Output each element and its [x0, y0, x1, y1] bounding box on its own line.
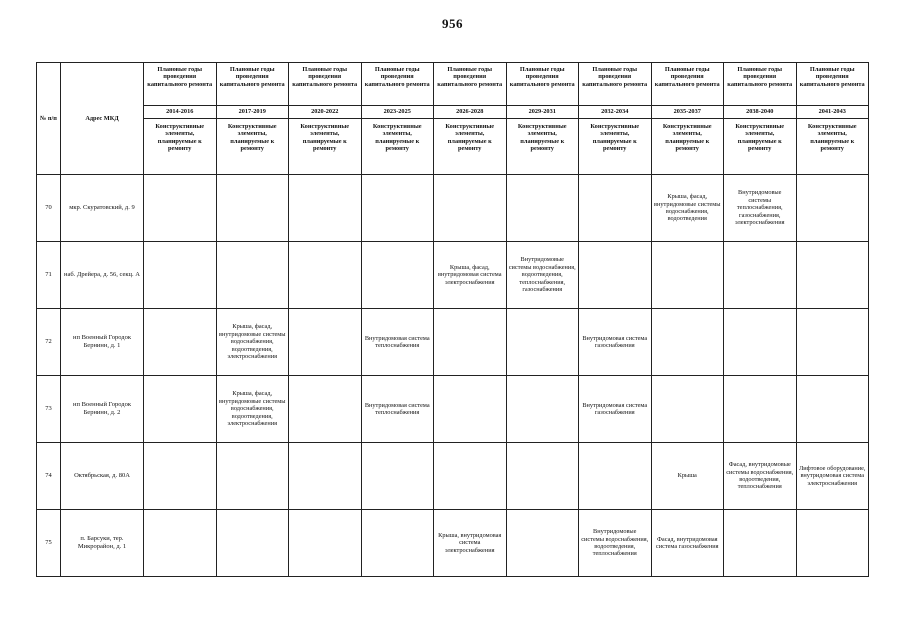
table-row [37, 510, 869, 577]
repair-cell [144, 443, 217, 510]
period-header: Плановые годы проведения капитального ремонта [796, 63, 869, 106]
repair-cell [361, 242, 434, 309]
repair-cell [216, 443, 289, 510]
repair-cell [361, 443, 434, 510]
repair-cell: Крыша, фасад, внутридомовые системы водоснабжения, водоотведения, электроснабжения [216, 376, 289, 443]
repair-cell [289, 175, 362, 242]
capital-repair-schedule-table [36, 62, 869, 577]
repair-cell [506, 309, 579, 376]
repair-cell [434, 175, 507, 242]
period-years: 2020-2022 [289, 106, 362, 119]
repair-cell [289, 443, 362, 510]
address-cell: мкр. Скуратовский, д. 9 [61, 175, 144, 242]
period-years: 2038-2040 [724, 106, 797, 119]
repair-cell: Внутридомовая система теплоснабжения [361, 376, 434, 443]
repair-cell [506, 376, 579, 443]
repair-cell [796, 242, 869, 309]
repair-cell [144, 510, 217, 577]
repair-cell [579, 443, 652, 510]
repair-cell [216, 242, 289, 309]
repair-cell [144, 309, 217, 376]
page-number: 956 [442, 16, 463, 31]
repair-cell: Внутридомовые системы водоснабжения, водоотведения, теплоснабжения [579, 510, 652, 577]
repair-cell: Внутридомовые системы теплоснабжения, газоснабжения, электроснабжения [724, 175, 797, 242]
repair-cell [144, 175, 217, 242]
row-number: 73 [37, 376, 61, 443]
repair-cell: Крыша, внутридомовая система электроснабжения [434, 510, 507, 577]
elements-header: Конструктивные элементы, планируемые к ремонту [216, 119, 289, 175]
period-header: Плановые годы проведения капитального ремонта [724, 63, 797, 106]
repair-cell [289, 510, 362, 577]
repair-cell: Внутридомовая система газоснабжения [579, 376, 652, 443]
table-row [37, 242, 869, 309]
repair-cell [144, 242, 217, 309]
table-row [37, 376, 869, 443]
repair-cell [144, 376, 217, 443]
period-header: Плановые годы проведения капитального ремонта [579, 63, 652, 106]
address-cell: Октябрьская, д. 80А [61, 443, 144, 510]
elements-header: Конструктивные элементы, планируемые к ремонту [579, 119, 652, 175]
row-number-header: № п/п [37, 63, 61, 175]
repair-cell [651, 242, 724, 309]
address-header: Адрес МКД [61, 63, 144, 175]
repair-cell [796, 510, 869, 577]
repair-cell [434, 309, 507, 376]
elements-header: Конструктивные элементы, планируемые к ремонту [506, 119, 579, 175]
repair-cell [579, 242, 652, 309]
elements-header: Конструктивные элементы, планируемые к ремонту [144, 119, 217, 175]
elements-header: Конструктивные элементы, планируемые к ремонту [434, 119, 507, 175]
elements-header: Конструктивные элементы, планируемые к ремонту [361, 119, 434, 175]
period-years: 2026-2028 [434, 106, 507, 119]
repair-cell [289, 376, 362, 443]
repair-cell [724, 242, 797, 309]
table-row [37, 175, 869, 242]
repair-cell: Фасад, внутридомовая система газоснабжения [651, 510, 724, 577]
repair-cell [724, 376, 797, 443]
row-number: 70 [37, 175, 61, 242]
period-years: 2041-2043 [796, 106, 869, 119]
elements-header: Конструктивные элементы, планируемые к ремонту [796, 119, 869, 175]
period-header: Плановые годы проведения капитального ремонта [289, 63, 362, 106]
period-years: 2029-2031 [506, 106, 579, 119]
period-header: Плановые годы проведения капитального ремонта [144, 63, 217, 106]
table-row [37, 309, 869, 376]
period-years: 2023-2025 [361, 106, 434, 119]
row-number: 74 [37, 443, 61, 510]
repair-cell: Крыша, фасад, внутридомовая система электроснабжения [434, 242, 507, 309]
row-number: 71 [37, 242, 61, 309]
table-row [37, 443, 869, 510]
period-header: Плановые годы проведения капитального ремонта [216, 63, 289, 106]
repair-cell: Лифтовое оборудование, внутридомовая система электроснабжения [796, 443, 869, 510]
address-cell: наб. Дрейера, д. 56, секц. А [61, 242, 144, 309]
period-years: 2014-2016 [144, 106, 217, 119]
repair-cell: Крыша, фасад, внутридомовые системы водоснабжения, водоотведения [651, 175, 724, 242]
address-cell: нп Военный Городок Бернинн, д. 1 [61, 309, 144, 376]
repair-cell: Внутридомовые системы водоснабжения, водоотведения, теплоснабжения, газоснабжения [506, 242, 579, 309]
row-number: 72 [37, 309, 61, 376]
repair-cell [651, 309, 724, 376]
period-header: Плановые годы проведения капитального ремонта [651, 63, 724, 106]
repair-cell [724, 309, 797, 376]
repair-cell [434, 443, 507, 510]
repair-cell [579, 175, 652, 242]
repair-cell: Внутридомовая система теплоснабжения [361, 309, 434, 376]
period-years: 2017-2019 [216, 106, 289, 119]
repair-cell [361, 510, 434, 577]
period-header: Плановые годы проведения капитального ремонта [506, 63, 579, 106]
address-cell: нп Военный Городок Бернинн, д. 2 [61, 376, 144, 443]
repair-cell [289, 309, 362, 376]
repair-cell: Крыша [651, 443, 724, 510]
elements-header: Конструктивные элементы, планируемые к ремонту [651, 119, 724, 175]
repair-cell [434, 376, 507, 443]
repair-cell [506, 443, 579, 510]
repair-cell [216, 175, 289, 242]
repair-cell [651, 376, 724, 443]
repair-cell [796, 376, 869, 443]
row-number: 75 [37, 510, 61, 577]
repair-cell [506, 510, 579, 577]
repair-cell [796, 175, 869, 242]
period-header: Плановые годы проведения капитального ремонта [361, 63, 434, 106]
period-header: Плановые годы проведения капитального ремонта [434, 63, 507, 106]
repair-cell [796, 309, 869, 376]
repair-cell: Фасад, внутридомовые системы водоснабжения, водоотведения, теплоснабжения [724, 443, 797, 510]
repair-cell [724, 510, 797, 577]
repair-cell [361, 175, 434, 242]
repair-cell [289, 242, 362, 309]
period-years: 2035-2037 [651, 106, 724, 119]
period-years: 2032-2034 [579, 106, 652, 119]
elements-header: Конструктивные элементы, планируемые к ремонту [724, 119, 797, 175]
elements-header: Конструктивные элементы, планируемые к ремонту [289, 119, 362, 175]
repair-cell [216, 510, 289, 577]
repair-cell: Внутридомовая система газоснабжения [579, 309, 652, 376]
repair-cell [506, 175, 579, 242]
repair-cell: Крыша, фасад, внутридомовые системы водоснабжения, водоотведения, электроснабжения [216, 309, 289, 376]
address-cell: п. Барсуки, тер. Микрорайон, д. 1 [61, 510, 144, 577]
